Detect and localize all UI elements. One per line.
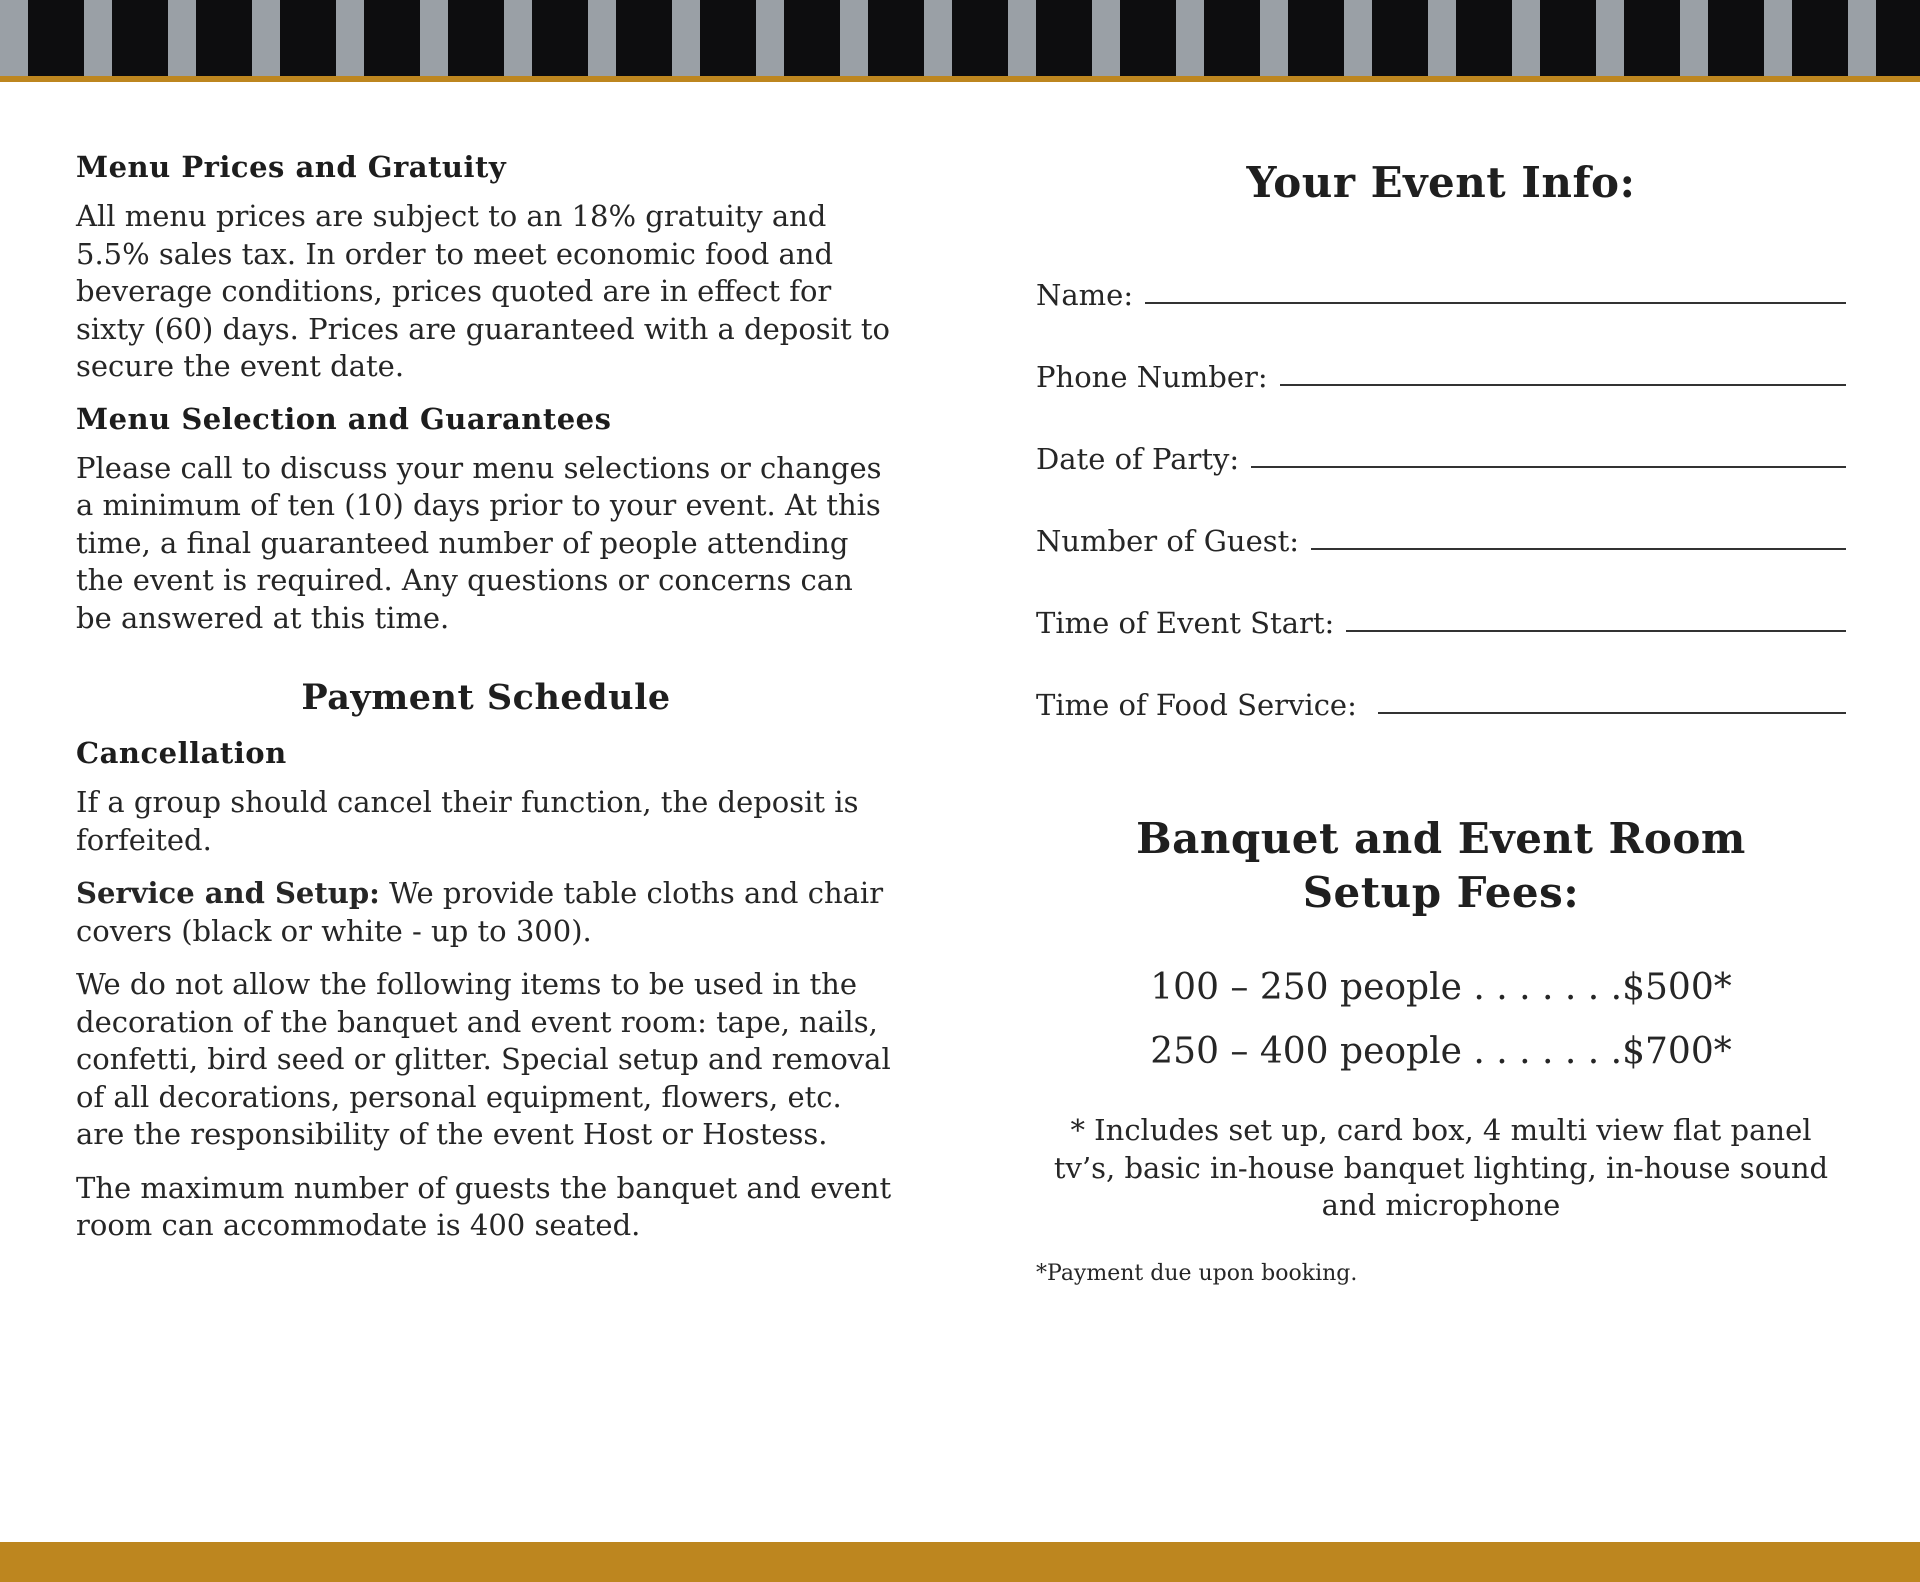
bottom-gold-bar [0,1542,1920,1582]
decoration-policy-text: We do not allow the following items to be used in the decoration of the banquet and event room: tape, nails, confetti, bird seed or glitter. Special setup and removal of all decorations, personal equipment, flowers, etc. are the responsibility of the event Host or Hostess. [76,967,891,1151]
max-guests-text: The maximum number of guests the banquet and event room can accommodate is 400 seated. [76,1170,892,1242]
form-label-phone: Phone Number: [1036,360,1268,394]
name-blank-line[interactable] [1145,302,1846,304]
form-label-guests: Number of Guest: [1036,524,1300,558]
form-row-date [1036,441,1846,476]
setup-fees-title [1036,812,1846,920]
service-setup-label: Service and Setup: [76,876,380,910]
top-gold-rule [0,76,1920,82]
form-row-name [1036,277,1846,312]
form-label-date: Date of Party: [1036,442,1240,476]
form-label-event-start: Time of Event Start: [1036,606,1335,640]
menu-selection-text: Please call to discuss your menu selections or changes a minimum of ten (10) days prior to your event. At this time, a final guaranteed number of people attending the event is required. Any questions or concerns can be answered at this time. [76,450,882,635]
service-setup-paragraph [76,875,896,950]
event-info-title: Your Event Info: [1246,158,1636,207]
menu-selection-heading: Menu Selection and Guarantees [76,401,612,436]
form-row-phone [1036,359,1846,394]
form-row-guests [1036,523,1846,558]
payment-schedule-heading: Payment Schedule [301,677,671,718]
form-label-name: Name: [1036,278,1134,312]
form-row-event-start [1036,605,1846,640]
form-row-food-service [1036,687,1846,722]
setup-fees-title-line1: Banquet and Event Room [1136,814,1746,863]
left-column [76,150,896,1261]
fee-row-100-250: 100 – 250 people . . . . . . .$500* [1150,967,1732,1008]
date-blank-line[interactable] [1251,466,1846,468]
food-service-blank-line[interactable] [1378,712,1846,714]
payment-due-note: *Payment due upon booking. [1036,1260,1358,1286]
cancellation-heading: Cancellation [76,736,287,770]
fee-row-250-400: 250 – 400 people . . . . . . .$700* [1150,1031,1732,1072]
guests-blank-line[interactable] [1311,548,1846,550]
fees-includes-note: * Includes set up, card box, 4 multi view flat panel tv’s, basic in-house banquet lighting, in-house sound and microphone [1053,1113,1829,1222]
event-start-blank-line[interactable] [1346,630,1846,632]
top-stripe-banner [0,0,1920,76]
setup-fees-title-line2: Setup Fees: [1302,868,1580,917]
menu-prices-text: All menu prices are subject to an 18% gratuity and 5.5% sales tax. In order to meet economic food and beverage conditions, prices quoted are in effect for sixty (60) days. Prices are guaranteed with a deposit to secure the event date. [76,199,890,383]
form-label-food-service: Time of Food Service: [1036,688,1367,722]
phone-blank-line[interactable] [1280,384,1846,386]
right-column [1036,150,1846,1286]
cancellation-text: If a group should cancel their function, the deposit is forfeited. [76,785,859,857]
service-setup-text: We provide table cloths and chair covers (black or white - up to 300). [76,876,884,948]
menu-prices-heading: Menu Prices and Gratuity [76,150,507,184]
